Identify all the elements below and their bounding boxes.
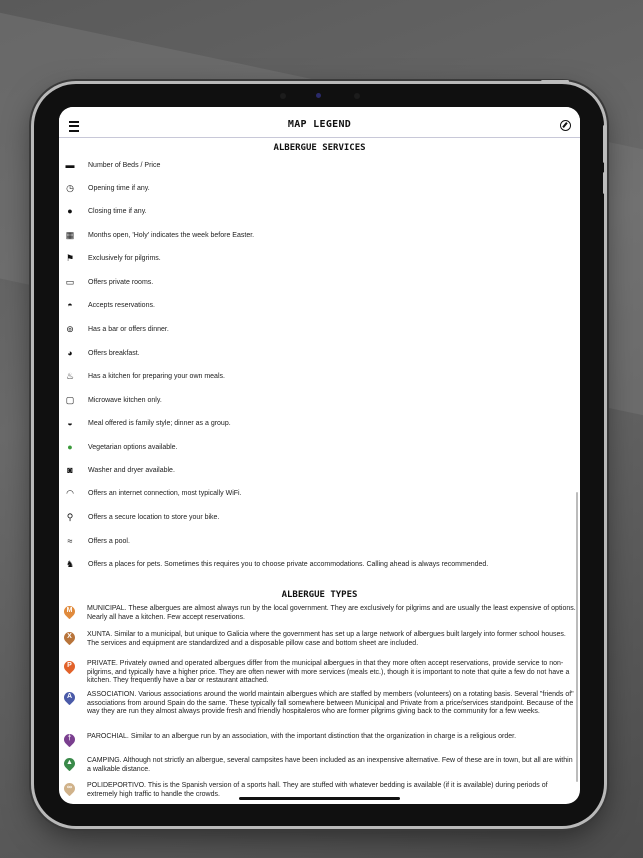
reception-bell-icon: ◓	[67, 299, 73, 310]
type-description: PRIVATE. Privately owned and operated albergues differ from the municipal albergues in that they more often accept reservations, provide service to non-pilgrims, and typically have a higher price. They are often newer with more services (meals etc.), though it is important to note that quite a few do not have a kitchen. They frequently have a bar or restaurant attached.	[87, 660, 570, 685]
service-label: Vegetarian options available.	[88, 444, 178, 451]
municipal-pin-icon	[64, 606, 75, 619]
xunta-pin-icon	[64, 632, 75, 645]
type-description: ASSOCIATION. Various associations around the world maintain albergues which are staffed by members (volunteers) on a rotating basis. Several "friends of" associations from around Spain do the same. These typically fall somewhere between Municipal and Private from a price/services standpoint. Because of the way they are run they almost always provide fresh and friendly hospitaleros who are former pilgrims giving back to the community for a few weeks.	[87, 691, 574, 716]
sensor-dot	[280, 93, 286, 99]
nav-bar	[59, 107, 580, 138]
bed-icon: ▬	[65, 159, 75, 170]
private-pin-icon	[64, 661, 75, 674]
pool-icon: ≈	[67, 535, 73, 546]
polideportivo-pin-icon	[64, 783, 75, 796]
parochial-pin-icon	[64, 734, 75, 747]
pin-letter: ∞	[67, 784, 72, 791]
camera-dot	[316, 93, 321, 98]
calendar-icon: ▦	[65, 229, 75, 240]
services-section-title: ALBERGUE SERVICES	[273, 143, 366, 153]
service-label: Offers a secure location to store your bike.	[88, 514, 220, 521]
service-label: Microwave kitchen only.	[88, 397, 162, 404]
volume-down-button	[603, 172, 606, 194]
pin-letter: †	[67, 735, 72, 742]
service-label: Has a bar or offers dinner.	[88, 326, 169, 333]
type-description: CAMPING. Although not strictly an albergue, several campsites have been included as an inexpensive alternative. Few of these are in town, but all are within a walkable distance.	[87, 757, 573, 773]
type-description: XUNTA. Similar to a municipal, but unique to Galicia where the government has set up a large network of albergues built largely into former school houses. The services and equipment are standardized and a disposable pillow case and bottom sheet are included.	[87, 631, 566, 647]
service-label: Accepts reservations.	[88, 302, 155, 309]
type-description: POLIDEPORTIVO. This is the Spanish version of a sports hall. They are stuffed with whatever bedding is available (if it is available) during periods of extremely high traffic to handle the crowds.	[87, 782, 548, 798]
type-description: PAROCHIAL. Similar to an albergue run by an association, with the important distinction that the organization in charge is a religious order.	[87, 733, 517, 740]
page-title: MAP LEGEND	[287, 119, 352, 130]
clock-open-icon: ◷	[66, 182, 74, 193]
washer-icon: ◙	[67, 464, 73, 475]
compass-icon[interactable]	[560, 120, 571, 131]
family-meal-icon: ◒	[67, 417, 73, 428]
pin-letter: A	[66, 693, 73, 700]
microwave-icon: ▢	[65, 394, 75, 405]
kitchen-icon: ♨	[65, 370, 75, 381]
bicycle-icon: ⚲	[66, 511, 74, 522]
service-label: Washer and dryer available.	[88, 467, 175, 474]
clock-closed-icon: ●	[67, 205, 73, 216]
pet-icon: ♞	[65, 558, 75, 569]
service-label: Offers an internet connection, most typically WiFi.	[88, 490, 242, 497]
home-indicator[interactable]	[239, 797, 400, 800]
breakfast-icon: ◕	[67, 347, 73, 358]
service-label: Opening time if any.	[88, 185, 150, 192]
service-label: Offers private rooms.	[88, 279, 154, 286]
wifi-icon: ◠	[66, 487, 74, 498]
pin-letter: M	[66, 607, 73, 614]
types-section-title: ALBERGUE TYPES	[281, 590, 358, 600]
service-label: Number of Beds / Price	[88, 162, 161, 169]
service-label: Months open, 'Holy' indicates the week before Easter.	[88, 232, 255, 239]
camping-pin-icon	[64, 758, 75, 771]
power-button	[541, 80, 569, 83]
scrollbar[interactable]	[576, 492, 578, 782]
service-label: Has a kitchen for preparing your own meals.	[88, 373, 225, 380]
private-room-icon: ▭	[65, 276, 75, 287]
pin-letter: P	[67, 662, 72, 669]
pin-letter: X	[67, 633, 72, 640]
service-label: Meal offered is family style; dinner as a group.	[88, 420, 231, 427]
service-label: Offers breakfast.	[88, 350, 140, 357]
volume-up-button	[603, 125, 606, 163]
app-screen	[59, 107, 580, 804]
type-description: MUNICIPAL. These albergues are almost always run by the local government. They are exclusively for pilgrims and are usually the least expensive of options. Nearly all have a kitchen. Few accept reservations.	[87, 605, 576, 621]
service-label: Closing time if any.	[88, 208, 147, 215]
vegetarian-icon: ●	[67, 441, 73, 452]
service-label: Offers a pool.	[88, 538, 130, 545]
dinner-icon: ⊚	[66, 323, 74, 334]
service-label: Exclusively for pilgrims.	[88, 255, 161, 262]
pilgrim-icon: ⚑	[65, 252, 75, 263]
sensor-dot	[354, 93, 360, 99]
service-label: Offers a places for pets. Sometimes this requires you to choose private accommodations. Calling ahead is always recommended.	[88, 561, 489, 568]
association-pin-icon	[64, 692, 75, 705]
pin-letter: ▲	[66, 759, 73, 766]
